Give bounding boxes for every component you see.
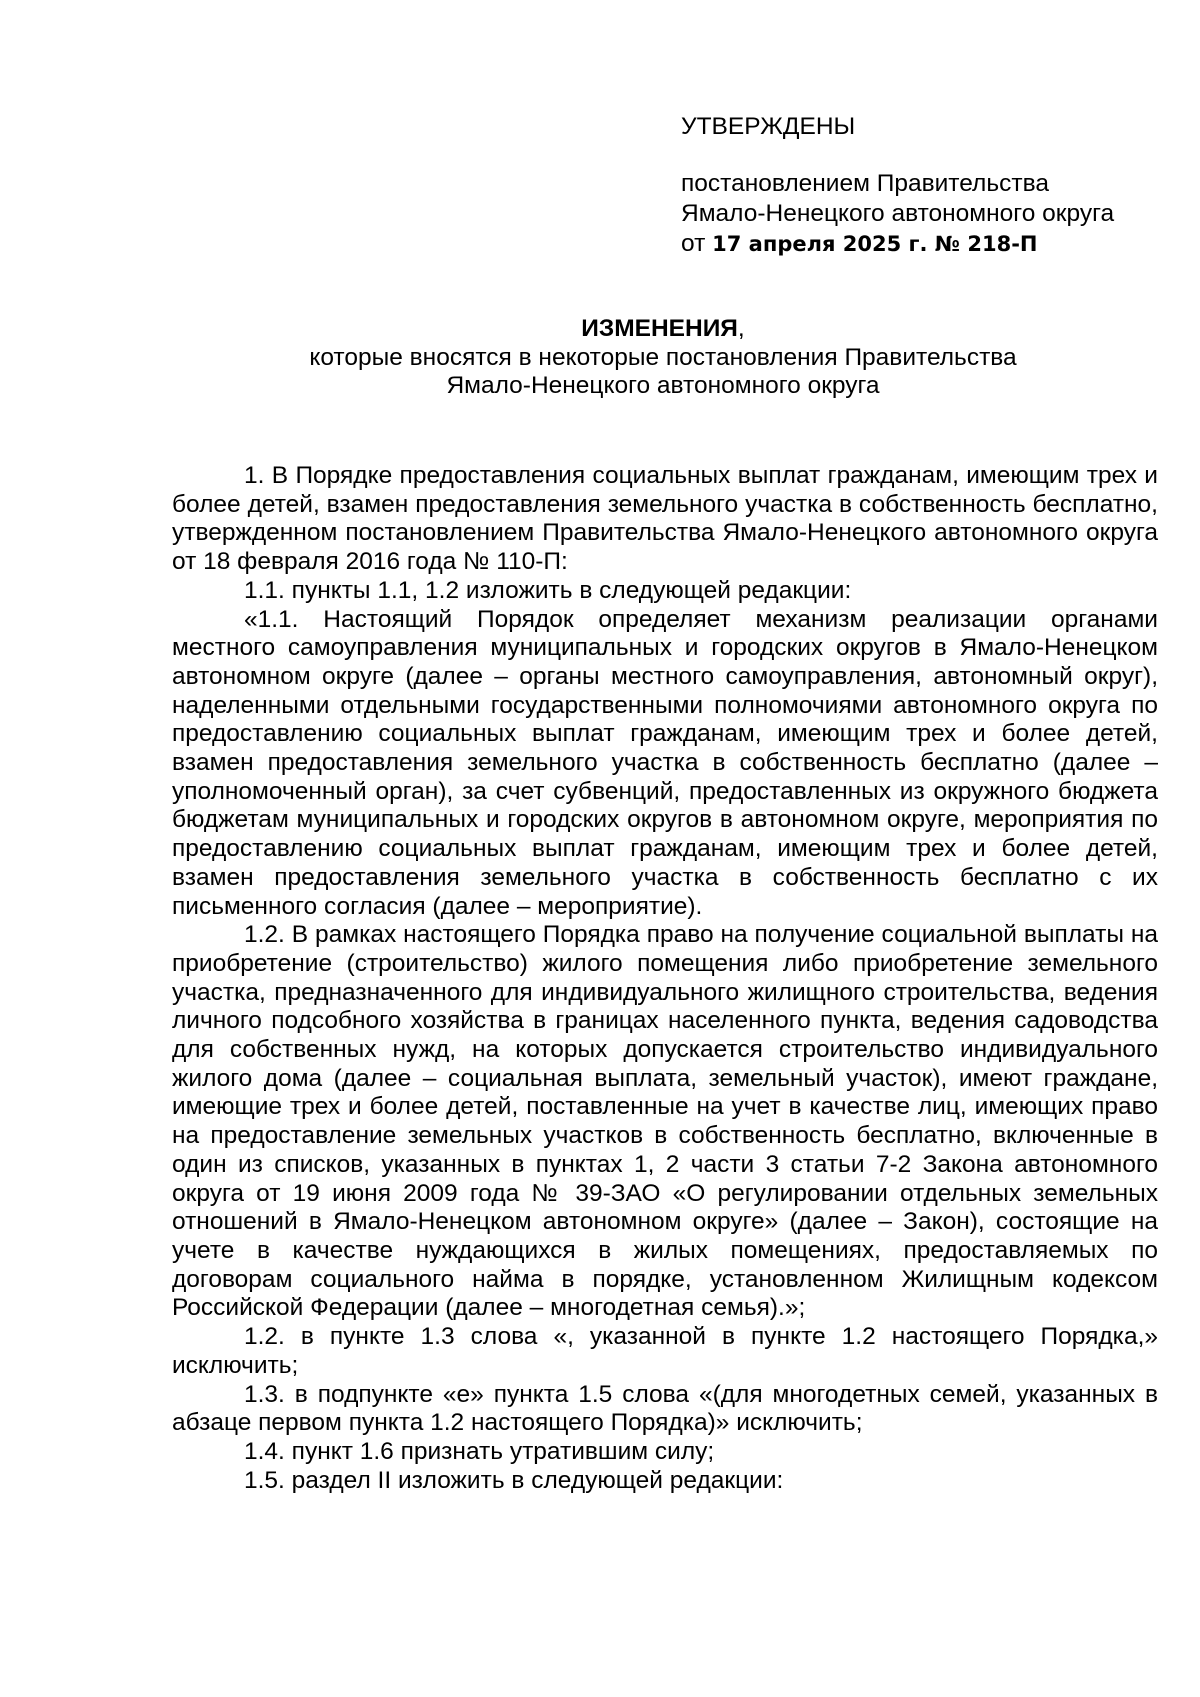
approval-stamp: УТВЕРЖДЕНЫ <box>681 113 856 140</box>
approval-reference: 17 апреля 2025 г. № 218-П <box>712 232 1038 256</box>
paragraph-quote-1-1: «1.1. Настоящий Порядок определяет механизм реализации органами местного самоуправления муниципальных и городских округов в Ямало-Ненецком автономном округе (далее – органы местного самоуправления, автономный округ), наделенными отдельными государственными полномочиями автономного округа по предоставлению социальных выплат гражданам, имеющим трех и более детей, взамен предоставления земельного участка в собственность бесплатно (далее – уполномоченный орган), за счет субвенций, предоставленных из окружного бюджета бюджетам муниципальных и городских округов в автономном округе, мероприятия по предоставлению социальных выплат гражданам, имеющим трех и более детей, взамен предоставления земельного участка в собственность бесплатно с их письменного согласия (далее – мероприятие). <box>172 605 1158 920</box>
paragraph-1: 1. В Порядке предоставления социальных выплат гражданам, имеющим трех и более детей, взамен предоставления земельного участка в собственность бесплатно, утвержденном постановлением Правительства Ямало-Ненецкого автономного округа от 18 февраля 2016 года № 110-П: <box>172 462 1158 576</box>
heading-title-comma: , <box>737 315 745 342</box>
approval-block <box>681 112 1151 259</box>
heading-title-line <box>581 315 744 342</box>
paragraph-1-5: 1.5. раздел II изложить в следующей редакции: <box>244 1466 784 1494</box>
approval-date-line <box>681 229 1151 259</box>
document-heading <box>170 315 1156 401</box>
heading-title: ИЗМЕНЕНИЯ <box>581 315 738 342</box>
heading-subtitle-1: которые вносятся в некоторые постановления Правительства <box>309 343 1017 371</box>
approval-line-1: постановлением Правительства <box>681 170 1049 197</box>
paragraph-quote-1-2: 1.2. В рамках настоящего Порядка право на получение социальной выплаты на приобретение (строительство) жилого помещения либо приобретение земельного участка, предназначенного для индивидуального жилищного строительства, ведения личного подсобного хозяйства в границах населенного пункта, ведения садоводства для собственных нужд, на которых допускается строительство индивидуального жилого дома (далее – социальная выплата, земельный участок), имеют граждане, имеющие трех и более детей, поставленные на учет в качестве лиц, имеющих право на предоставление земельных участков в собственность бесплатно, включенные в один из списков, указанных в пунктах 1, 2 части 3 статьи 7-2 Закона автономного округа от 19 июня 2009 года № 39-ЗАО «О регулировании отдельных земельных отношений в Ямало-Ненецком автономном округе» (далее – Закон), состоящие на учете в качестве нуждающихся в жилых помещениях, предоставляемых по договорам социального найма в порядке, установленном Жилищным кодексом Российской Федерации (далее – многодетная семья).»; <box>172 921 1158 1322</box>
approval-line-2: Ямало-Ненецкого автономного округа <box>681 200 1115 227</box>
paragraph-1-1: 1.1. пункты 1.1, 1.2 изложить в следующей редакции: <box>244 576 852 604</box>
document-body <box>172 462 1158 1495</box>
paragraph-1-4: 1.4. пункт 1.6 признать утратившим силу; <box>244 1437 715 1465</box>
paragraph-1-2: 1.2. в пункте 1.3 слова «, указанной в пункте 1.2 настоящего Порядка,» исключить; <box>172 1323 1158 1379</box>
heading-subtitle-2: Ямало-Ненецкого автономного округа <box>446 372 880 399</box>
approval-date-prefix: от <box>681 230 713 257</box>
paragraph-1-3: 1.3. в подпункте «е» пункта 1.5 слова «(для многодетных семей, указанных в абзаце первом пункта 1.2 настоящего Порядка)» исключить; <box>172 1380 1158 1437</box>
